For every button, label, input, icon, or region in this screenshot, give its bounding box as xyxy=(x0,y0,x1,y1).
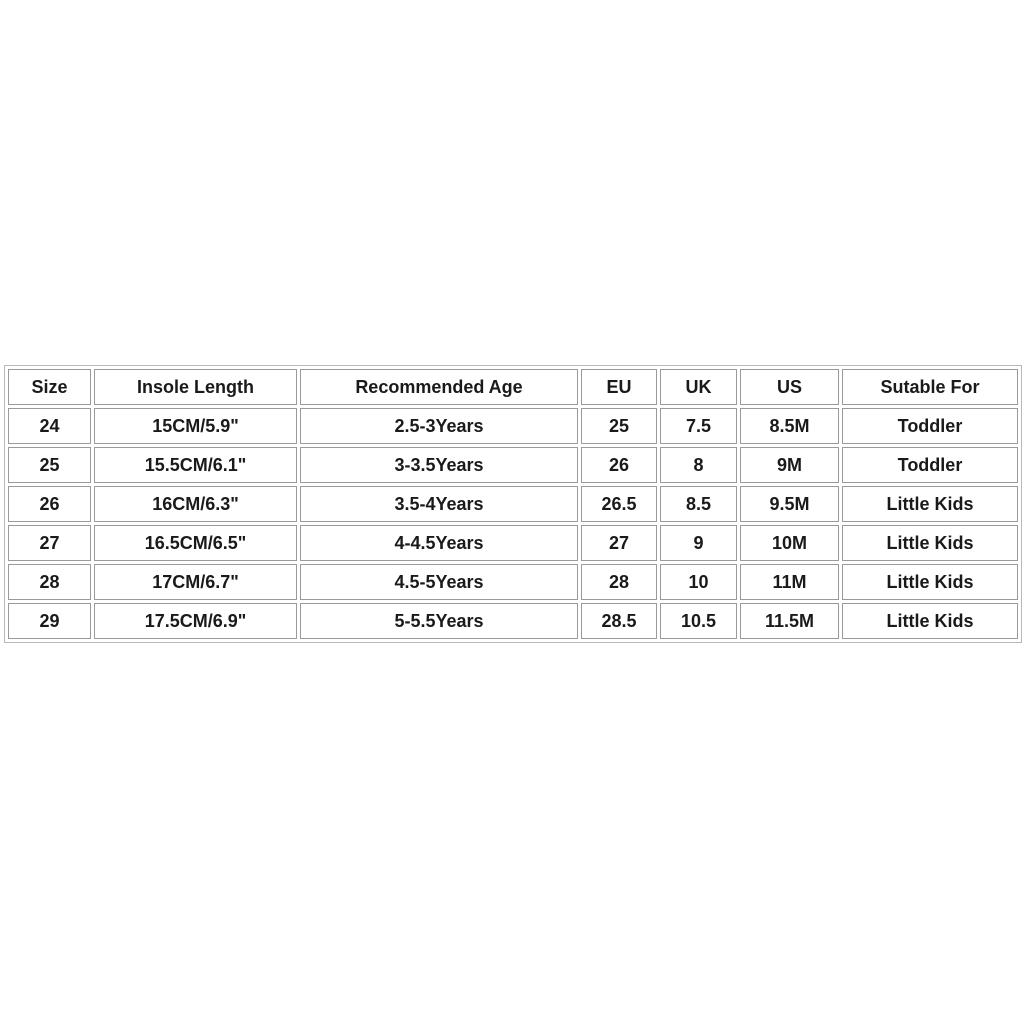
cell-recommended-age: 2.5-3Years xyxy=(300,408,578,444)
cell-eu: 28 xyxy=(581,564,657,600)
cell-uk: 10 xyxy=(660,564,737,600)
cell-insole-length: 16.5CM/6.5" xyxy=(94,525,297,561)
cell-size: 26 xyxy=(8,486,91,522)
cell-insole-length: 17CM/6.7" xyxy=(94,564,297,600)
cell-us: 8.5M xyxy=(740,408,839,444)
cell-eu: 25 xyxy=(581,408,657,444)
table-row xyxy=(8,447,1018,483)
cell-suitable-for: Little Kids xyxy=(842,603,1018,639)
cell-uk: 9 xyxy=(660,525,737,561)
cell-us: 9M xyxy=(740,447,839,483)
header-uk: UK xyxy=(660,369,737,405)
cell-suitable-for: Little Kids xyxy=(842,525,1018,561)
cell-uk: 7.5 xyxy=(660,408,737,444)
cell-us: 9.5M xyxy=(740,486,839,522)
cell-size: 28 xyxy=(8,564,91,600)
cell-suitable-for: Little Kids xyxy=(842,564,1018,600)
cell-eu: 28.5 xyxy=(581,603,657,639)
header-suitable-for: Sutable For xyxy=(842,369,1018,405)
header-eu: EU xyxy=(581,369,657,405)
cell-eu: 27 xyxy=(581,525,657,561)
cell-suitable-for: Little Kids xyxy=(842,486,1018,522)
cell-recommended-age: 3.5-4Years xyxy=(300,486,578,522)
cell-insole-length: 16CM/6.3" xyxy=(94,486,297,522)
cell-us: 11.5M xyxy=(740,603,839,639)
cell-suitable-for: Toddler xyxy=(842,408,1018,444)
cell-suitable-for: Toddler xyxy=(842,447,1018,483)
cell-uk: 8 xyxy=(660,447,737,483)
table-row xyxy=(8,564,1018,600)
cell-size: 24 xyxy=(8,408,91,444)
cell-recommended-age: 4.5-5Years xyxy=(300,564,578,600)
cell-recommended-age: 4-4.5Years xyxy=(300,525,578,561)
cell-us: 10M xyxy=(740,525,839,561)
table-row xyxy=(8,408,1018,444)
cell-recommended-age: 3-3.5Years xyxy=(300,447,578,483)
table-row xyxy=(8,603,1018,639)
size-chart xyxy=(4,365,1020,643)
header-size: Size xyxy=(8,369,91,405)
cell-eu: 26 xyxy=(581,447,657,483)
table-row xyxy=(8,525,1018,561)
cell-recommended-age: 5-5.5Years xyxy=(300,603,578,639)
cell-us: 11M xyxy=(740,564,839,600)
header-recommended-age: Recommended Age xyxy=(300,369,578,405)
cell-size: 27 xyxy=(8,525,91,561)
cell-insole-length: 15CM/5.9" xyxy=(94,408,297,444)
table-header-row xyxy=(8,369,1018,405)
cell-size: 29 xyxy=(8,603,91,639)
table-row xyxy=(8,486,1018,522)
header-insole-length: Insole Length xyxy=(94,369,297,405)
cell-insole-length: 17.5CM/6.9" xyxy=(94,603,297,639)
cell-eu: 26.5 xyxy=(581,486,657,522)
size-table xyxy=(4,365,1022,643)
header-us: US xyxy=(740,369,839,405)
cell-uk: 8.5 xyxy=(660,486,737,522)
cell-size: 25 xyxy=(8,447,91,483)
cell-insole-length: 15.5CM/6.1" xyxy=(94,447,297,483)
cell-uk: 10.5 xyxy=(660,603,737,639)
